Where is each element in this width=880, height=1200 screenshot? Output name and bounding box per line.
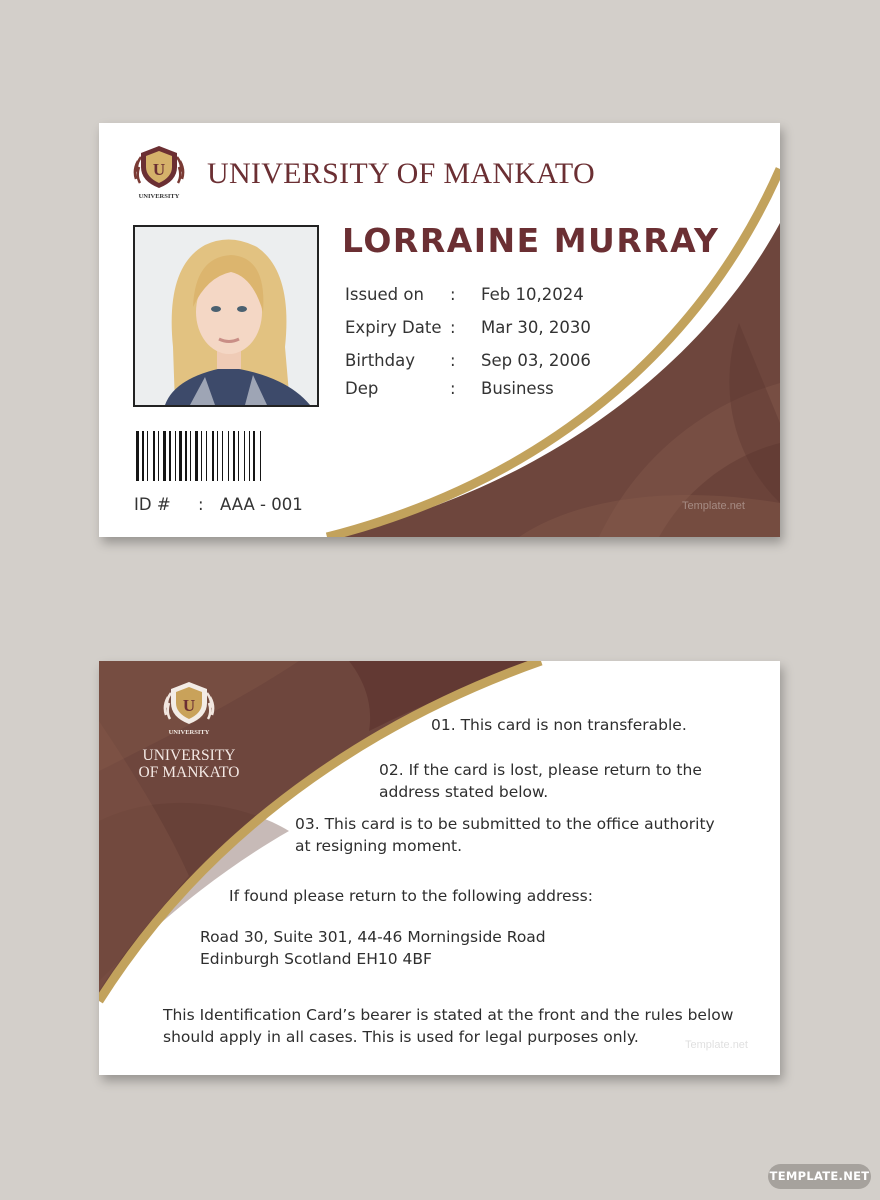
address-line2: Edinburgh Scotland EH10 4BF (200, 950, 432, 968)
field-dep-label: Dep (345, 379, 379, 398)
field-birthday-label: Birthday (345, 351, 415, 370)
barcode-bar (217, 431, 218, 481)
barcode-bar (142, 431, 144, 481)
barcode-bar (190, 431, 191, 481)
disclaimer (163, 1004, 733, 1048)
template-net-badge[interactable]: TEMPLATE.NET (768, 1164, 871, 1189)
university-name: UNIVERSITY OF MANKATO (207, 157, 595, 190)
barcode-bar (179, 431, 182, 481)
barcode-bar (153, 431, 155, 481)
id-card-front (99, 123, 780, 537)
university-name-line1: UNIVERSITY (142, 747, 236, 764)
rule-3 (295, 813, 715, 857)
crest-letter: U (152, 160, 166, 179)
barcode-bar (195, 431, 198, 481)
barcode-bar (175, 431, 176, 481)
address-line1: Road 30, Suite 301, 44-46 Morningside Road (200, 928, 546, 946)
holder-name: LORRAINE MURRAY (342, 221, 720, 260)
field-issued-value: Feb 10,2024 (481, 285, 584, 304)
barcode-bar (163, 431, 166, 481)
barcode-bar (253, 431, 255, 481)
id-label: ID # (134, 495, 171, 514)
disclaimer-line1: This Identification Card’s bearer is stated at the front and the rules below (163, 1006, 734, 1024)
field-separator: : (450, 351, 456, 370)
barcode-bar (185, 431, 187, 481)
return-heading: If found please return to the following address: (229, 887, 593, 905)
watermark: Template.net (685, 1039, 748, 1051)
university-name-line2: OF MANKATO (138, 764, 240, 781)
id-separator: : (198, 495, 204, 514)
barcode-bar (136, 431, 139, 481)
barcode-bar (260, 431, 261, 481)
rule-3-line1: 03. This card is to be submitted to the office authority (295, 815, 715, 833)
barcode-bar (206, 431, 207, 481)
barcode-bar (147, 431, 148, 481)
field-separator: : (450, 318, 456, 337)
university-name-block (129, 747, 249, 781)
barcode-bar (233, 431, 235, 481)
watermark: Template.net (682, 500, 745, 512)
barcode-bar (169, 431, 171, 481)
crest-caption: UNIVERSITY (138, 193, 180, 200)
field-birthday-value: Sep 03, 2006 (481, 351, 591, 370)
barcode-bar (249, 431, 250, 481)
university-crest-icon (132, 143, 186, 201)
barcode-bar (222, 431, 223, 481)
id-value: AAA - 001 (220, 495, 303, 514)
barcode-bar (228, 431, 229, 481)
field-issued-label: Issued on (345, 285, 424, 304)
field-dep-value: Business (481, 379, 554, 398)
rule-2-line2: address stated below. (379, 783, 549, 801)
barcode-bar (158, 431, 159, 481)
crest-letter: U (182, 696, 196, 715)
barcode-bar (244, 431, 245, 481)
rule-3-line2: at resigning moment. (295, 837, 463, 855)
id-card-back (99, 661, 780, 1075)
disclaimer-line2: should apply in all cases. This is used for legal purposes only. (163, 1028, 639, 1046)
barcode-bar (212, 431, 214, 481)
barcode-bar (238, 431, 239, 481)
student-portrait-icon (135, 227, 317, 405)
rule-2 (379, 759, 702, 803)
return-address (200, 926, 546, 970)
barcode-icon (135, 431, 323, 481)
barcode-bar (201, 431, 202, 481)
rule-1: 01. This card is non transferable. (431, 716, 687, 734)
holder-photo (133, 225, 319, 407)
field-separator: : (450, 285, 456, 304)
university-crest-icon (162, 679, 216, 737)
rule-2-line1: 02. If the card is lost, please return to the (379, 761, 702, 779)
field-separator: : (450, 379, 456, 398)
field-expiry-value: Mar 30, 2030 (481, 318, 591, 337)
field-expiry-label: Expiry Date (345, 318, 442, 337)
crest-caption: UNIVERSITY (168, 729, 210, 736)
